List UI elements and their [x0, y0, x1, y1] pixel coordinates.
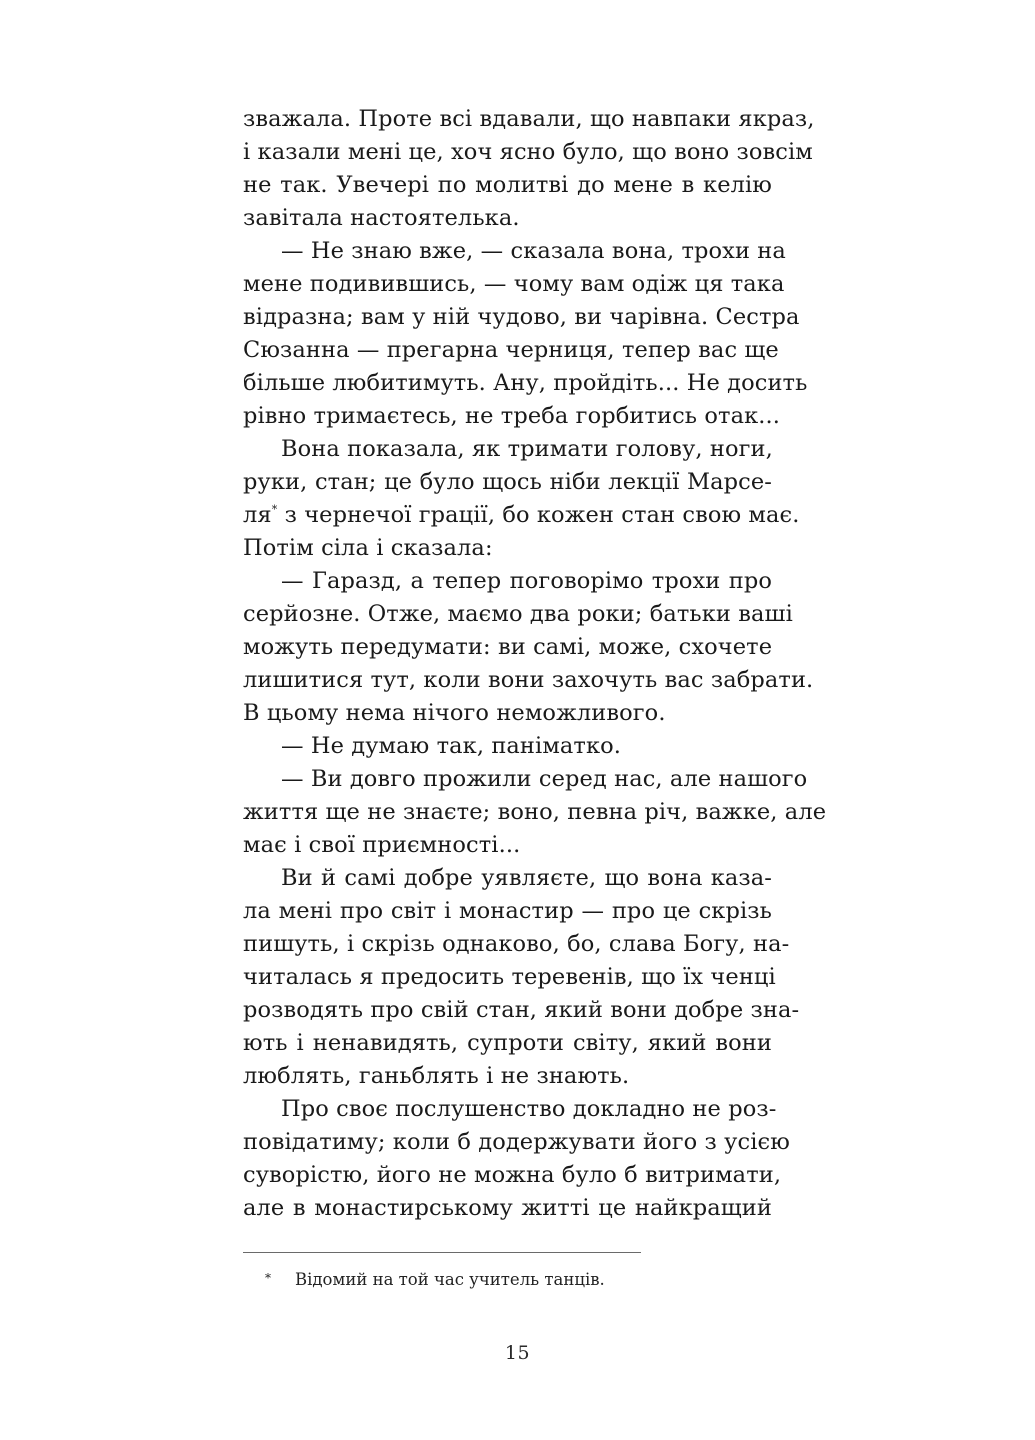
text-line: В цьому нема нічого неможливого.	[243, 700, 666, 726]
text-line: розводять про свій стан, який вони добре зна-	[243, 997, 800, 1023]
footnote-mark: *	[265, 1271, 271, 1285]
text-line: Про своє послушенство докладно не роз-	[281, 1096, 777, 1122]
text-segment: ля	[243, 502, 272, 528]
text-line: пишуть, і скрізь однаково, бо, слава Богу, на-	[243, 931, 790, 957]
text-line: — Не думаю так, паніматко.	[281, 733, 622, 759]
text-line-with-footnote	[243, 499, 800, 532]
text-line: життя ще не знаєте; воно, певна річ, важке, але	[243, 799, 827, 825]
text-line: Вона показала, як тримати голову, ноги,	[281, 436, 773, 462]
text-line: ють і ненавидять, супроти світу, який вони	[243, 1030, 772, 1056]
text-line: і казали мені це, хоч ясно було, що воно зовсім	[243, 139, 813, 165]
text-line: відразна; вам у ній чудово, ви чарівна. Сестра	[243, 304, 800, 330]
footnote-text: Відомий на той час учитель танців.	[295, 1270, 605, 1289]
text-line: лишитися тут, коли вони захочуть вас забрати.	[243, 667, 814, 693]
text-line: має і свої приємності...	[243, 832, 521, 858]
text-line: зважала. Проте всі вдавали, що навпаки якраз,	[243, 106, 815, 132]
text-line: завітала настоятелька.	[243, 205, 520, 231]
text-line: повідатиму; коли б додержувати його з усією	[243, 1129, 790, 1155]
text-line: мене подивившись, — чому вам одіж ця така	[243, 271, 785, 297]
text-line: Сюзанна — прегарна черниця, тепер вас ще	[243, 337, 779, 363]
body-text	[243, 103, 827, 1225]
text-line: рівно тримаєтесь, не треба горбитись отак...	[243, 403, 781, 429]
text-line: люблять, ганьблять і не знають.	[243, 1063, 630, 1089]
page-number: 15	[504, 1342, 531, 1364]
text-line: — Ви довго прожили серед нас, але нашого	[281, 766, 808, 792]
text-line: можуть передумати: ви самі, може, схочете	[243, 634, 773, 660]
text-line: не так. Увечері по молитві до мене в келію	[243, 172, 772, 198]
text-line: більше любитимуть. Ану, пройдіть... Не досить	[243, 370, 808, 396]
text-line: ла мені про світ і монастир — про це скрізь	[243, 898, 772, 924]
text-line: Потім сіла і сказала:	[243, 535, 493, 561]
text-segment: з чернечої грації, бо кожен стан свою має.	[277, 502, 800, 528]
text-line: Ви й самі добре уявляєте, що вона каза-	[281, 865, 772, 891]
text-line: — Гаразд, а тепер поговорімо трохи про	[281, 568, 772, 594]
footnote-reference[interactable]: *	[271, 503, 278, 516]
footnote-divider	[243, 1252, 641, 1253]
text-line: серйозне. Отже, маємо два роки; батьки ваші	[243, 601, 793, 627]
text-line: читалась я предосить теревенів, що їх ченці	[243, 964, 776, 990]
text-line: — Не знаю вже, — сказала вона, трохи на	[281, 238, 786, 264]
text-line: але в монастирському житті це найкращий	[243, 1195, 772, 1221]
text-line: суворістю, його не можна було б витримати,	[243, 1162, 782, 1188]
text-line: руки, стан; це було щось ніби лекції Марсе-	[243, 469, 772, 495]
